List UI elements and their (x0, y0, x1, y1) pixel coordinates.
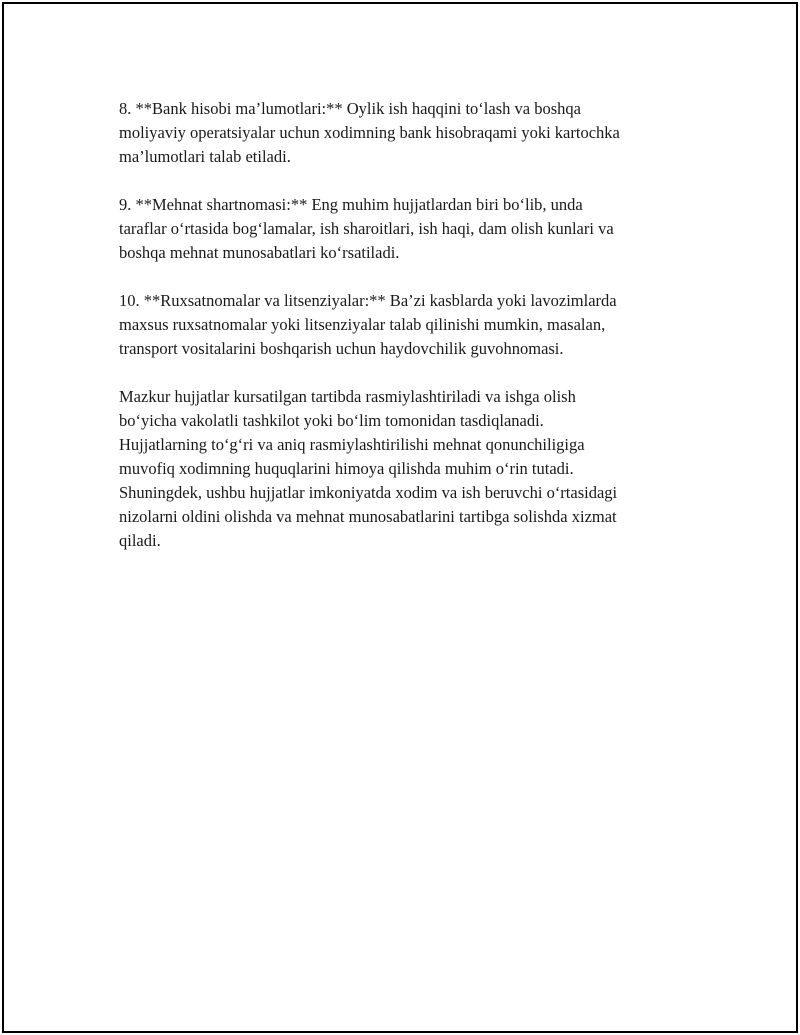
paragraph-employment-contract: 9. **Mehnat shartnomasi:** Eng muhim hujjatlardan biri bo‘lib, unda taraflar o‘rtasida bog‘lamalar, ish sharoitlari, ish haqi, dam olish kunlari va boshqa mehnat munosabatlari ko‘rsatiladi. (119, 195, 614, 262)
paragraph-conclusion: Mazkur hujjatlar kursatilgan tartibda rasmiylashtiriladi va ishga olish bo‘yicha vakolatli tashkilot yoki bo‘lim tomonidan tasdiqlanadi. Hujjatlarning to‘g‘ri va aniq rasmiylashtirilishi mehnat qonunchiligiga muvofiq xodimning huquqlarini himoya qilishda muhim o‘rin tutadi. Shuningdek, ushbu hujjatlar imkoniyatda xodim va ish beruvchi o‘rtasidagi nizolarni oldini olishda va mehnat munosabatlarini tartibga solishda xizmat qiladi. (119, 387, 618, 550)
paragraph-permits-licenses: 10. **Ruxsatnomalar va litsenziyalar:** Ba’zi kasblarda yoki lavozimlarda maxsus ruxsatnomalar yoki litsenziyalar talab qilinishi mumkin, masalan, transport vositalarini boshqarish uchun haydovchilik guvohnomasi. (119, 291, 617, 358)
document-page (2, 2, 798, 1033)
document-body (119, 97, 689, 577)
paragraph-bank-account: 8. **Bank hisobi ma’lumotlari:** Oylik ish haqqini to‘lash va boshqa moliyaviy operatsiyalar uchun xodimning bank hisobraqami yoki kartochka ma’lumotlari talab etiladi. (119, 99, 620, 166)
